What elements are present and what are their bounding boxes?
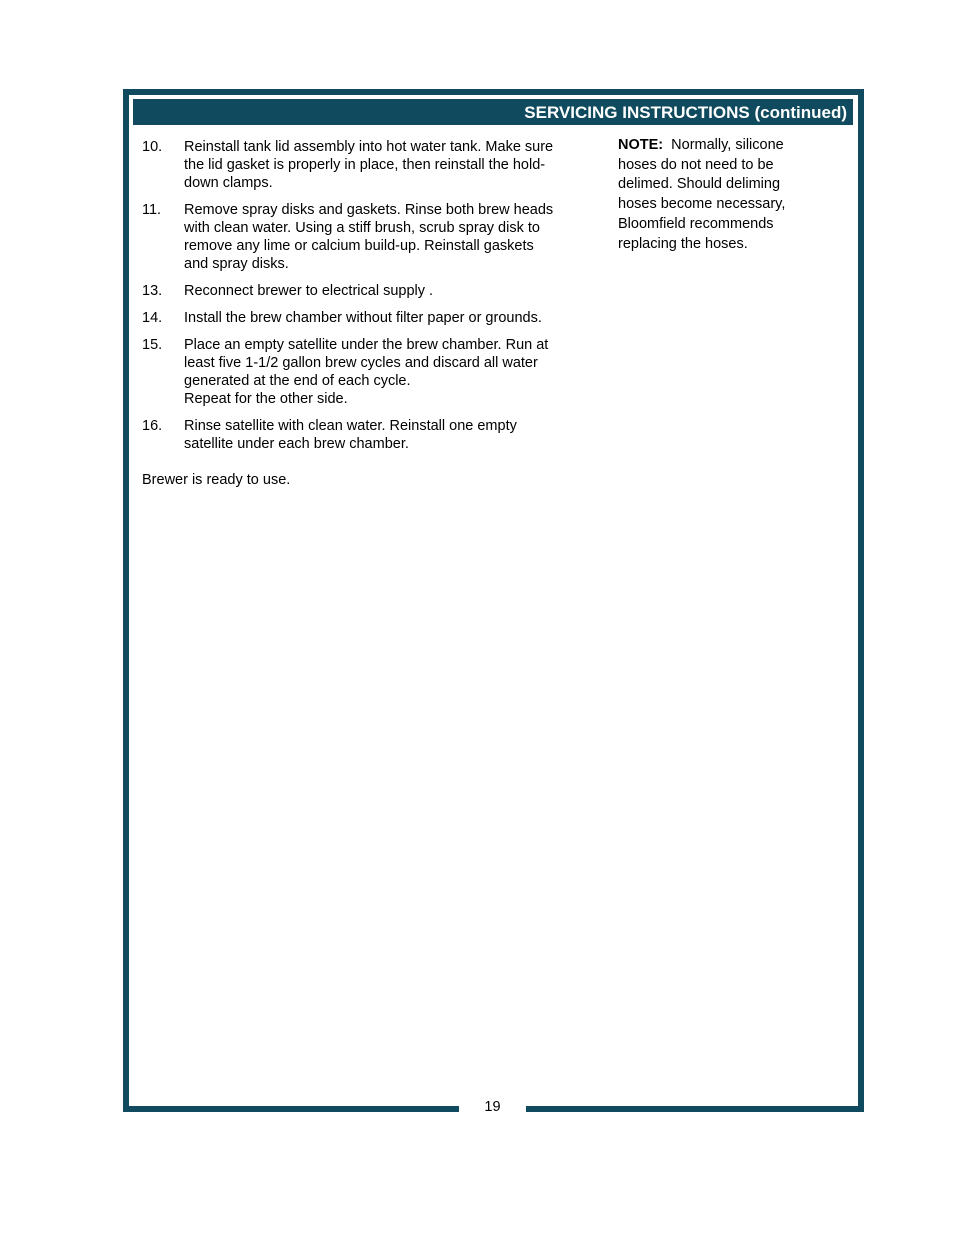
section-header [133, 99, 853, 125]
note-first-line-text: Normally, silicone [663, 137, 784, 153]
step-text [184, 336, 592, 408]
note-line: hoses become necessary, [618, 196, 786, 213]
step-item [142, 417, 592, 453]
step-text [184, 201, 592, 273]
step-number: 15. [142, 337, 163, 353]
step-text [184, 309, 592, 327]
step-line: generated at the end of each cycle. [184, 373, 411, 389]
step-number: 14. [142, 310, 163, 326]
step-line: satellite under each brew chamber. [184, 436, 409, 452]
step-number: 10. [142, 139, 163, 155]
note-line: replacing the hoses. [618, 235, 748, 252]
step-text [184, 282, 592, 300]
note-first-line [618, 136, 833, 156]
closing-statement: Brewer is ready to use. [142, 472, 291, 488]
step-line: Rinse satellite with clean water. Reinstall one empty [184, 418, 517, 434]
frame-bottom-left-border [123, 1106, 459, 1112]
frame-right-border [858, 89, 864, 1112]
frame-bottom-right-border [526, 1106, 864, 1112]
note-line: Bloomfield recommends [618, 215, 774, 232]
step-line: with clean water. Using a stiff brush, scrub spray disk to [184, 220, 540, 236]
note-line: delimed. Should deliming [618, 176, 781, 193]
frame-left-border [123, 89, 129, 1112]
step-item [142, 201, 592, 273]
step-item [142, 309, 592, 327]
step-item [142, 138, 592, 192]
step-text [184, 417, 592, 453]
step-line: Remove spray disks and gaskets. Rinse both brew heads [184, 202, 554, 218]
section-title: SERVICING INSTRUCTIONS (continued) [524, 103, 847, 122]
step-number: 16. [142, 418, 163, 434]
step-line: the lid gasket is properly in place, then reinstall the hold- [184, 157, 546, 173]
step-line: down clamps. [184, 175, 273, 191]
frame-top-border [123, 89, 864, 95]
step-line: remove any lime or calcium build-up. Reinstall gaskets [184, 238, 534, 254]
step-number: 13. [142, 283, 163, 299]
step-line: least five 1-1/2 gallon brew cycles and discard all water [184, 355, 538, 371]
instruction-steps [142, 138, 592, 489]
step-line: Reconnect brewer to electrical supply . [184, 283, 434, 299]
step-line: Reinstall tank lid assembly into hot water tank. Make sure [184, 139, 554, 155]
note-line: hoses do not need to be [618, 156, 774, 173]
step-line: and spray disks. [184, 256, 289, 272]
page-number: 19 [484, 1099, 501, 1115]
step-line: Place an empty satellite under the brew chamber. Run at [184, 337, 549, 353]
step-number: 11. [142, 202, 162, 218]
step-item [142, 282, 592, 300]
step-line: Install the brew chamber without filter paper or grounds. [184, 310, 542, 326]
step-text [184, 138, 592, 192]
note-label: NOTE: [618, 137, 664, 153]
note-box [618, 136, 833, 254]
step-line: Repeat for the other side. [184, 391, 348, 407]
step-item [142, 336, 592, 408]
